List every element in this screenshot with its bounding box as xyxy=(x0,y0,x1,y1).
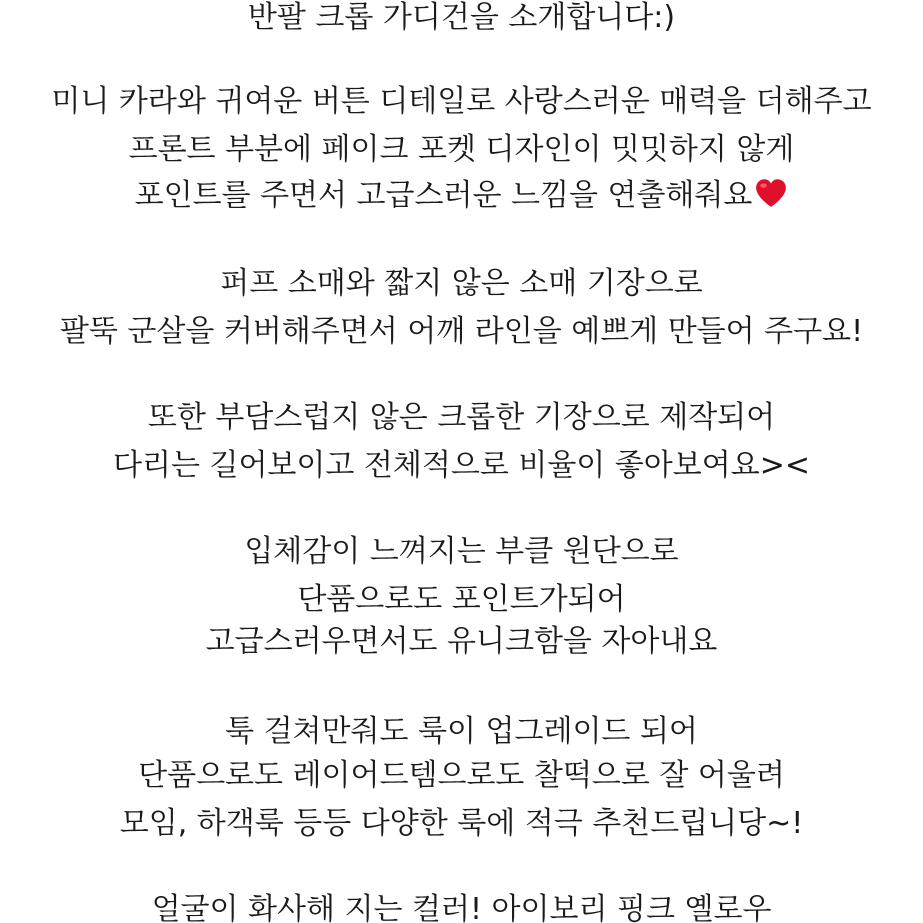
text-line: 팔뚝 군살을 커버해주면서 어깨 라인을 예쁘게 만들어 주구요! xyxy=(59,314,864,349)
text-line: 단품으로도 레이어드템으로도 찰떡으로 잘 어울려 xyxy=(138,758,785,793)
text-line: 퍼프 소매와 짧지 않은 소매 기장으로 xyxy=(220,266,703,301)
text-line: 모임, 하객룩 등등 다양한 룩에 적극 추천드립니당~! xyxy=(119,806,804,841)
intro-line: 반팔 크롭 가디건을 소개합니다:) xyxy=(247,0,676,35)
text-line: 포인트를 주면서 고급스러운 느낌을 연출해줘요 xyxy=(134,178,753,213)
text-line-with-heart xyxy=(0,176,923,216)
text-line: 툭 걸쳐만줘도 룩이 업그레이드 되어 xyxy=(225,714,698,749)
text-line: 고급스러우면서도 유니크함을 자아내요 xyxy=(205,624,718,659)
text-line: 다리는 길어보이고 전체적으로 비율이 좋아보여요>< xyxy=(113,448,810,483)
heart-icon xyxy=(754,177,788,209)
text-line: 얼굴이 화사해 지는 컬러! 아이보리 핑크 옐로우 xyxy=(151,892,772,923)
text-line: 미니 카라와 귀여운 버튼 디테일로 사랑스러운 매력을 더해주고 xyxy=(51,84,872,119)
text-line: 프론트 부분에 페이크 포켓 디자인이 밋밋하지 않게 xyxy=(128,132,795,167)
text-line: 입체감이 느껴지는 부클 원단으로 xyxy=(244,534,679,569)
text-line: 단품으로도 포인트가되어 xyxy=(297,582,626,617)
text-line: 또한 부담스럽지 않은 크롭한 기장으로 제작되어 xyxy=(147,400,776,435)
